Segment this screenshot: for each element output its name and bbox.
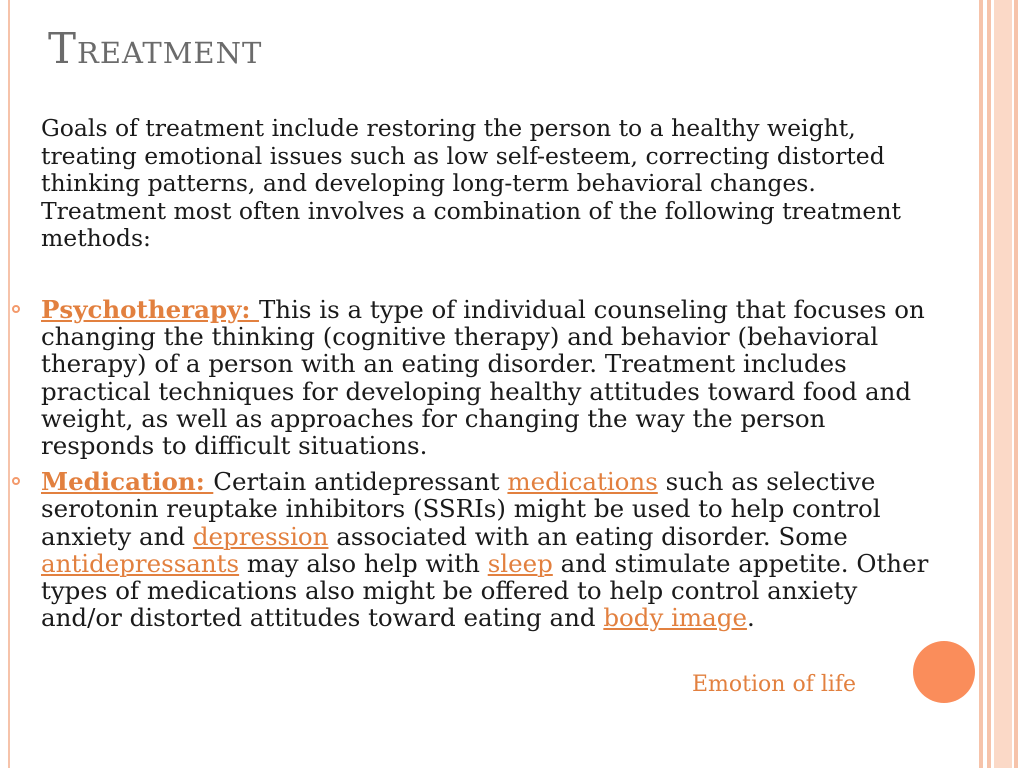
bullet-psychotherapy: [41, 296, 931, 459]
right-stripe: [987, 0, 991, 768]
intro-paragraph: Goals of treatment include restoring the person to a healthy weight, treating emotional issues such as low self-esteem, correcting distorted thinking patterns, and developing long-term behavioral changes. Treatment most often involves a combination of the following treatment methods:: [41, 114, 901, 252]
bullet-ring-icon: [12, 305, 20, 313]
link-sleep[interactable]: sleep: [487, 548, 553, 578]
left-border-line: [8, 0, 10, 768]
bullet-medication: [41, 468, 931, 631]
link-antidepressants[interactable]: antidepressants: [41, 548, 240, 578]
link-depression[interactable]: depression: [192, 521, 329, 551]
medication-text: such as selective serotonin reuptake inhibitors (SSRIs) might be used to help control anxiety and: [41, 467, 881, 551]
treatment-list: [41, 296, 931, 631]
decorative-circle: [913, 641, 975, 703]
right-stripe-wide: [994, 0, 1012, 768]
link-body-image[interactable]: body image: [603, 603, 747, 633]
medication-text: and stimulate appetite. Other types of medications also might be offered to help control anxiety and/or distorted attitudes toward eating and: [41, 548, 929, 633]
medication-text: .: [746, 603, 755, 633]
right-stripe: [1014, 0, 1018, 768]
footer-text: Emotion of life: [692, 672, 857, 697]
right-stripe: [979, 0, 983, 768]
psychotherapy-text: This is a type of individual counseling that focuses on changing the thinking (cognitive therapy) and behavior (behavioral therapy) of a person with an eating disorder. Treatment includes practical techniques for developing healthy attitudes toward food and weight, as well as approaches for changing the way the person responds to difficult situations.: [41, 295, 925, 461]
link-medications[interactable]: medications: [507, 467, 658, 497]
bullet-ring-icon: [12, 477, 20, 485]
term-psychotherapy: Psychotherapy:: [41, 295, 259, 324]
medication-text: may also help with: [239, 548, 488, 578]
term-medication: Medication:: [41, 467, 214, 497]
medication-text: Certain antidepressant: [213, 467, 508, 497]
slide-title: Treatment: [48, 24, 263, 73]
medication-text: associated with an eating disorder. Some: [328, 521, 848, 551]
